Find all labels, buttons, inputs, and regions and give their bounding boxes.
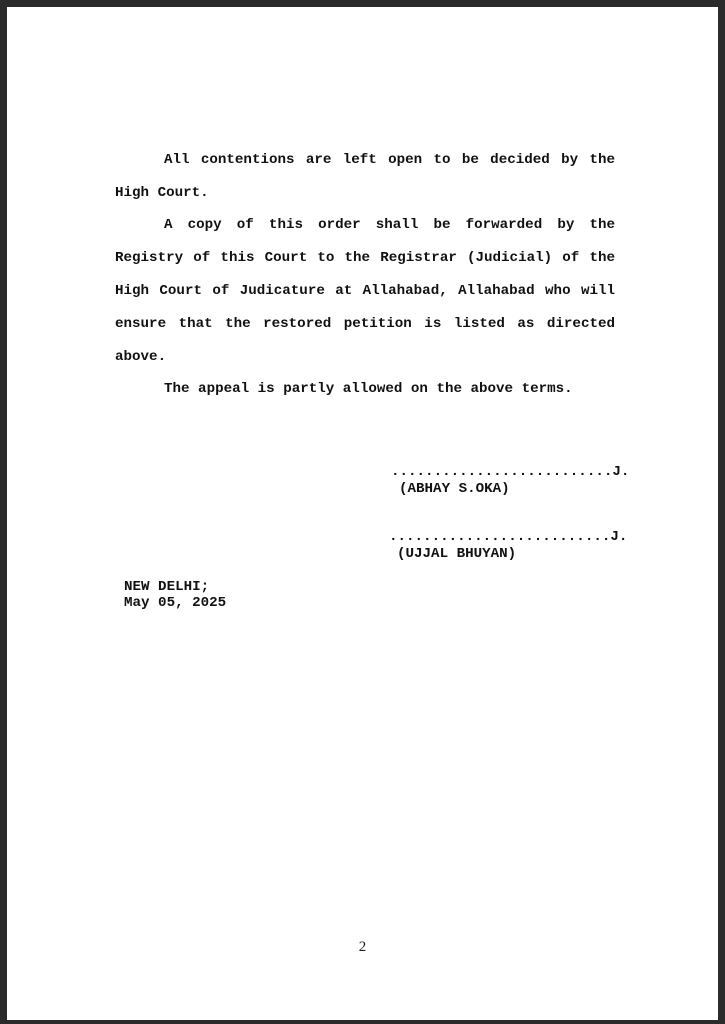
paragraph-appeal-allowed [115,373,615,406]
signature-line-2: ..........................J. [389,529,628,545]
date-label: May 05, 2025 [124,595,227,611]
page-number: 2 [358,939,367,955]
place-label: NEW DELHI; [124,579,210,595]
paragraph-copy-forwarded [115,209,615,374]
judge-name-1: (ABHAY S.OKA) [399,481,510,497]
paragraph-contentions [115,144,615,210]
document-page [7,7,718,1020]
paragraph-contentions-text: All contentions are left open to be decided by the High Court. [115,152,615,201]
paragraph-appeal-allowed-text: The appeal is partly allowed on the above terms. [164,381,573,397]
signature-line-1: ..........................J. [391,464,630,480]
paragraph-copy-forwarded-text: A copy of this order shall be forwarded by the Registry of this Court to the Registrar (Judicial) of the High Court of Judicature at Allahabad, Allahabad who will ensure that the restored petition is listed as directed above. [115,217,615,365]
judge-name-2: (UJJAL BHUYAN) [397,546,517,562]
